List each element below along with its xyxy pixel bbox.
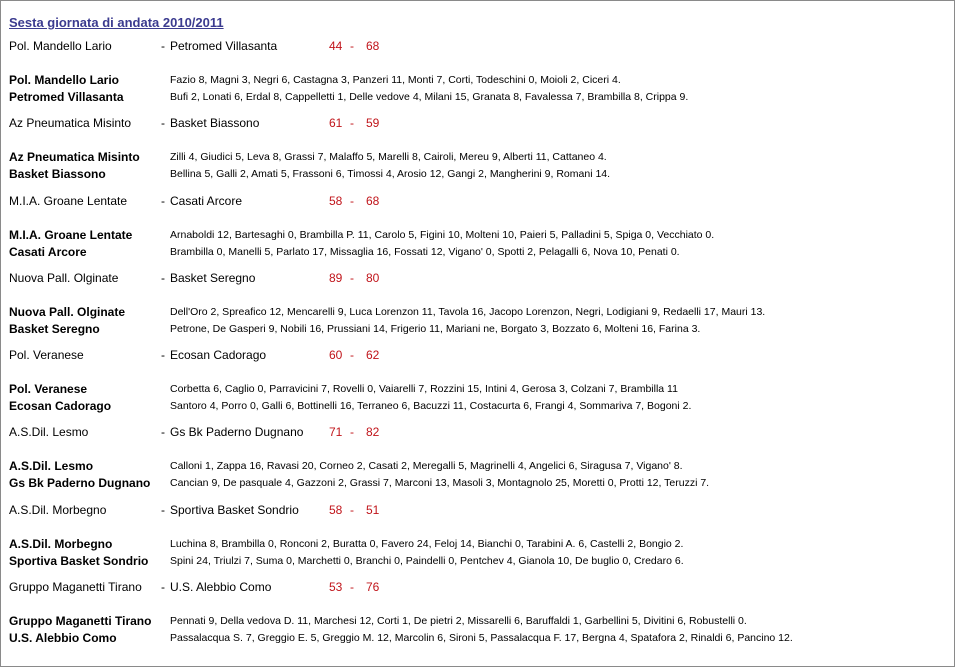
home-team: Az Pneumatica Misinto xyxy=(9,116,132,130)
away-team: Basket Biassono xyxy=(170,116,260,130)
scorers-list: Cancian 9, De pasquale 4, Gazzoni 2, Grassi 7, Marconi 13, Masoli 3, Montagnolo 25, Moretti 0, Protti 12, Teruzzi 7. xyxy=(170,477,710,489)
team-separator: - xyxy=(161,39,165,53)
scorers-list: Fazio 8, Magni 3, Negri 6, Castagna 3, Panzeri 11, Monti 7, Corti, Todeschini 0, Moioli 2, Ciceri 4. xyxy=(170,74,621,86)
scorers-list: Brambilla 0, Manelli 5, Parlato 17, Missaglia 16, Fossati 12, Vigano' 0, Spotti 2, Pelagalli 6, Nova 10, Penati 0. xyxy=(170,246,680,258)
away-team: Gs Bk Paderno Dugnano xyxy=(170,425,304,439)
home-team: A.S.Dil. Lesmo xyxy=(9,425,89,439)
scorers-team-name: Pol. Mandello Lario xyxy=(9,73,120,87)
home-team: Pol. Veranese xyxy=(9,348,84,362)
team-separator: - xyxy=(161,348,165,362)
scorers-list: Calloni 1, Zappa 16, Ravasi 20, Corneo 2, Casati 2, Meregalli 5, Magrinelli 4, Angelici 6, Siragusa 7, Vigano' 8. xyxy=(170,460,683,472)
scorers-team-name: Basket Biassono xyxy=(9,167,106,181)
team-separator: - xyxy=(161,580,165,594)
scorers-team-name: Az Pneumatica Misinto xyxy=(9,150,140,164)
scorers-list: Bellina 5, Galli 2, Amati 5, Frassoni 6, Timossi 4, Arosio 12, Gangi 2, Mangherini 9, Romani 14. xyxy=(170,168,611,180)
scorers-list: Pennati 9, Della vedova D. 11, Marchesi 12, Corti 1, De pietri 2, Missarelli 6, Baruffaldi 1, Garbellini 5, Divitini 6, Robustelli 0. xyxy=(170,615,747,627)
scorers-team-name: Nuova Pall. Olginate xyxy=(9,305,126,319)
score-separator: - xyxy=(350,503,354,517)
scorers-team-name: U.S. Alebbio Como xyxy=(9,631,117,645)
home-team: M.I.A. Groane Lentate xyxy=(9,194,128,208)
scorers-team-name: Basket Seregno xyxy=(9,322,100,336)
score-separator: - xyxy=(350,580,354,594)
score-separator: - xyxy=(350,194,354,208)
score-separator: - xyxy=(350,271,354,285)
scorers-list: Arnaboldi 12, Bartesaghi 0, Brambilla P. 11, Carolo 5, Figini 10, Molteni 10, Paieri 5, Palladini 5, Spiga 0, Vecchiato 0. xyxy=(170,229,715,241)
away-score: 51 xyxy=(366,503,380,517)
score-separator: - xyxy=(350,348,354,362)
away-team: Ecosan Cadorago xyxy=(170,348,267,362)
home-team: A.S.Dil. Morbegno xyxy=(9,503,107,517)
scorers-list: Spini 24, Triulzi 7, Suma 0, Marchetti 0, Branchi 0, Paindelli 0, Pentchev 4, Gianola 10, De buglio 0, Credaro 6. xyxy=(170,555,684,567)
home-team: Gruppo Maganetti Tirano xyxy=(9,580,142,594)
scorers-list: Bufi 2, Lonati 6, Erdal 8, Cappelletti 1, Delle vedove 4, Milani 15, Granata 8, Favalessa 7, Brambilla 8, Crippa 9. xyxy=(170,91,689,103)
away-score: 68 xyxy=(366,39,380,53)
scorers-list: Passalacqua S. 7, Greggio E. 5, Greggio M. 12, Marcolin 6, Sironi 5, Passalacqua F. 17, Bergna 4, Spatafora 2, Rinaldi 6, Pancino 12. xyxy=(170,632,793,644)
team-separator: - xyxy=(161,271,165,285)
away-score: 62 xyxy=(366,348,380,362)
scorers-list: Corbetta 6, Caglio 0, Parravicini 7, Rovelli 0, Vaiarelli 7, Rozzini 15, Intini 4, Gerosa 3, Colzani 7, Brambilla 11 xyxy=(170,383,678,395)
scorers-team-name: Pol. Veranese xyxy=(9,382,88,396)
home-score: 61 xyxy=(329,116,343,130)
away-team: Casati Arcore xyxy=(170,194,243,208)
page-title: Sesta giornata di andata 2010/2011 xyxy=(9,15,224,30)
scorers-team-name: A.S.Dil. Lesmo xyxy=(9,459,94,473)
home-score: 58 xyxy=(329,503,343,517)
away-score: 82 xyxy=(366,425,380,439)
away-score: 68 xyxy=(366,194,380,208)
team-separator: - xyxy=(161,425,165,439)
scorers-team-name: Ecosan Cadorago xyxy=(9,399,112,413)
scorers-team-name: A.S.Dil. Morbegno xyxy=(9,537,113,551)
scorers-team-name: Sportiva Basket Sondrio xyxy=(9,554,149,568)
team-separator: - xyxy=(161,503,165,517)
scorers-team-name: Petromed Villasanta xyxy=(9,90,124,104)
away-team: Basket Seregno xyxy=(170,271,256,285)
scorers-team-name: M.I.A. Groane Lentate xyxy=(9,228,133,242)
scorers-list: Zilli 4, Giudici 5, Leva 8, Grassi 7, Malaffo 5, Marelli 8, Cairoli, Mereu 9, Alberti 11, Cattaneo 4. xyxy=(170,151,607,163)
home-team: Nuova Pall. Olginate xyxy=(9,271,119,285)
scorers-team-name: Gs Bk Paderno Dugnano xyxy=(9,476,151,490)
team-separator: - xyxy=(161,116,165,130)
home-score: 58 xyxy=(329,194,343,208)
away-team: Sportiva Basket Sondrio xyxy=(170,503,299,517)
scorers-list: Petrone, De Gasperi 9, Nobili 16, Prussiani 14, Frigerio 11, Mariani ne, Borgato 3, Bozzato 6, Molteni 16, Farina 3. xyxy=(170,323,701,335)
away-score: 80 xyxy=(366,271,380,285)
home-score: 53 xyxy=(329,580,343,594)
scorers-list: Santoro 4, Porro 0, Galli 6, Bottinelli 16, Terraneo 6, Bacuzzi 11, Costacurta 6, Frangi 4, Sommariva 7, Bogoni 2. xyxy=(170,400,692,412)
home-score: 44 xyxy=(329,39,343,53)
home-team: Pol. Mandello Lario xyxy=(9,39,112,53)
away-team: U.S. Alebbio Como xyxy=(170,580,272,594)
home-score: 71 xyxy=(329,425,343,439)
home-score: 60 xyxy=(329,348,343,362)
scorers-team-name: Casati Arcore xyxy=(9,245,87,259)
away-team: Petromed Villasanta xyxy=(170,39,278,53)
away-score: 76 xyxy=(366,580,380,594)
team-separator: - xyxy=(161,194,165,208)
scorers-list: Dell'Oro 2, Spreafico 12, Mencarelli 9, Luca Lorenzon 11, Tavola 16, Jacopo Lorenzon, Negri, Lodigiani 9, Redaelli 17, Mauri 13. xyxy=(170,306,766,318)
score-separator: - xyxy=(350,39,354,53)
score-separator: - xyxy=(350,116,354,130)
home-score: 89 xyxy=(329,271,343,285)
score-separator: - xyxy=(350,425,354,439)
scorers-list: Luchina 8, Brambilla 0, Ronconi 2, Buratta 0, Favero 24, Feloj 14, Bianchi 0, Tarabini A. 6, Castelli 2, Bongio 2. xyxy=(170,538,684,550)
scorers-team-name: Gruppo Maganetti Tirano xyxy=(9,614,152,628)
away-score: 59 xyxy=(366,116,380,130)
